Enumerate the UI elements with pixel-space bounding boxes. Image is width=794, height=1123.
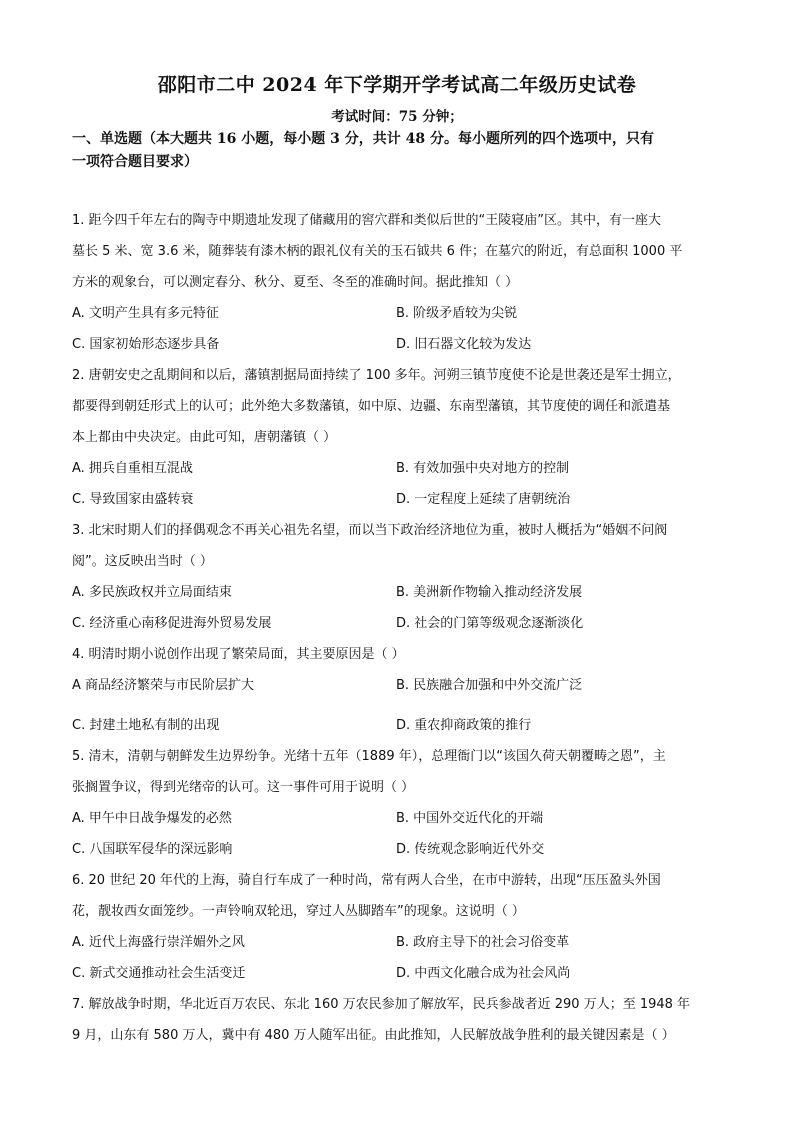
question-6-option-d: D. 中西文化融合成为社会风尚 (396, 966, 571, 981)
exam-title: 邵阳市二中 2024 年下学期开学考试高二年级历史试卷 (157, 74, 637, 96)
question-2-text: 都要得到朝廷形式上的认可；此外绝大多数藩镇，如中原、边疆、东南型藩镇，其节度使的调任和派遣基 (72, 399, 671, 414)
question-5-option-d: D. 传统观念影响近代外交 (396, 842, 545, 857)
question-2-option-c: C. 导致国家由盛转衰 (72, 492, 194, 507)
question-3-option-b: B. 美洲新作物输入推动经济发展 (396, 585, 583, 600)
question-6-option-b: B. 政府主导下的社会习俗变革 (396, 935, 570, 950)
question-5-option-b: B. 中国外交近代化的开端 (396, 811, 544, 826)
question-6-text: 花，靓妆西女面笼纱。一声铃响双轮迅，穿过人丛脚踏车”的现象。这说明（ ） (72, 904, 525, 919)
question-1-text: 1. 距今四千年左右的陶寺中期遗址发现了储藏用的窖穴群和类似后世的“王陵寝庙”区。其中，有一座大 (72, 213, 662, 228)
question-1-option-b: B. 阶级矛盾较为尖锐 (396, 306, 518, 321)
question-3-option-d: D. 社会的门第等级观念逐渐淡化 (396, 616, 584, 631)
question-5-option-a: A. 甲午中日战争爆发的必然 (72, 811, 232, 826)
question-4-option-a: A 商品经济繁荣与市民阶层扩大 (72, 678, 255, 693)
question-4-option-b: B. 民族融合加强和中外交流广泛 (396, 678, 583, 693)
section-heading (72, 128, 732, 174)
question-2-option-b: B. 有效加强中央对地方的控制 (396, 461, 570, 476)
question-7-text: 9 月，山东有 580 万人，冀中有 480 万人随军出征。由此推知，人民解放战争胜利的最关键因素是（ ） (72, 1028, 675, 1043)
section-heading-line: 一、单选题（本大题共 16 小题，每小题 3 分，共计 48 分。每小题所列的四个选项中，只有 (72, 131, 654, 147)
question-5-text: 5. 清末，清朝与朝鲜发生边界纷争。光绪十五年（1889 年），总理衙门以“该国久荷天朝覆畴之恩”，主 (72, 749, 666, 764)
question-2-option-d: D. 一定程度上延续了唐朝统治 (396, 492, 571, 507)
question-5-text: 张搁置争议，得到光绪帝的认可。这一事件可用于说明（ ） (72, 780, 415, 795)
question-2-text: 2. 唐朝安史之乱期间和以后，藩镇割据局面持续了 100 多年。河朔三镇节度使不论是世袭还是军士拥立， (72, 368, 681, 383)
question-1-option-a: A. 文明产生具有多元特征 (72, 306, 219, 321)
question-7-text: 7. 解放战争时期，华北近百万农民、东北 160 万农民参加了解放军，民兵参战者近 290 万人；至 1948 年 (72, 997, 691, 1012)
question-6-option-c: C. 新式交通推动社会生活变迁 (72, 966, 246, 981)
question-3-text: 3. 北宋时期人们的择偶观念不再关心祖先名望，而以当下政治经济地位为重，被时人概括为“婚姻不问阀 (72, 523, 668, 538)
question-4-option-c: C. 封建土地私有制的出现 (72, 718, 220, 733)
question-1-text: 墓长 5 米、宽 3.6 米，随葬装有漆木柄的跟礼仪有关的玉石钺共 6 件；在墓穴的附近，有总面积 1000 平 (72, 244, 683, 259)
question-2-option-a: A. 拥兵自重相互混战 (72, 461, 193, 476)
question-4-option-d: D. 重农抑商政策的推行 (396, 718, 532, 733)
question-3-option-c: C. 经济重心南移促进海外贸易发展 (72, 616, 272, 631)
question-6-text: 6. 20 世纪 20 年代的上海，骑自行车成了一种时尚，常有两人合坐，在市中游转，出现“压压盈头外国 (72, 873, 661, 888)
question-1-text: 方米的观象台，可以测定春分、秋分、夏至、冬至的准确时间。据此推知（ ） (72, 275, 519, 290)
question-5-option-c: C. 八国联军侵华的深远影响 (72, 842, 233, 857)
question-3-text: 阅”。这反映出当时（ ） (72, 554, 213, 569)
question-4-text: 4. 明清时期小说创作出现了繁荣局面，其主要原因是（ ） (72, 647, 405, 662)
question-1-option-d: D. 旧石器文化较为发达 (396, 337, 532, 352)
question-3-option-a: A. 多民族政权并立局面结束 (72, 585, 232, 600)
question-1-option-c: C. 国家初始形态逐步具备 (72, 337, 220, 352)
question-2-text: 本上都由中央决定。由此可知，唐朝藩镇（ ） (72, 430, 337, 445)
question-6-option-a: A. 近代上海盛行崇洋媚外之风 (72, 935, 245, 950)
exam-time: 考试时间：75 分钟； (331, 109, 463, 125)
section-heading-line: 一项符合题目要求） (72, 154, 198, 170)
